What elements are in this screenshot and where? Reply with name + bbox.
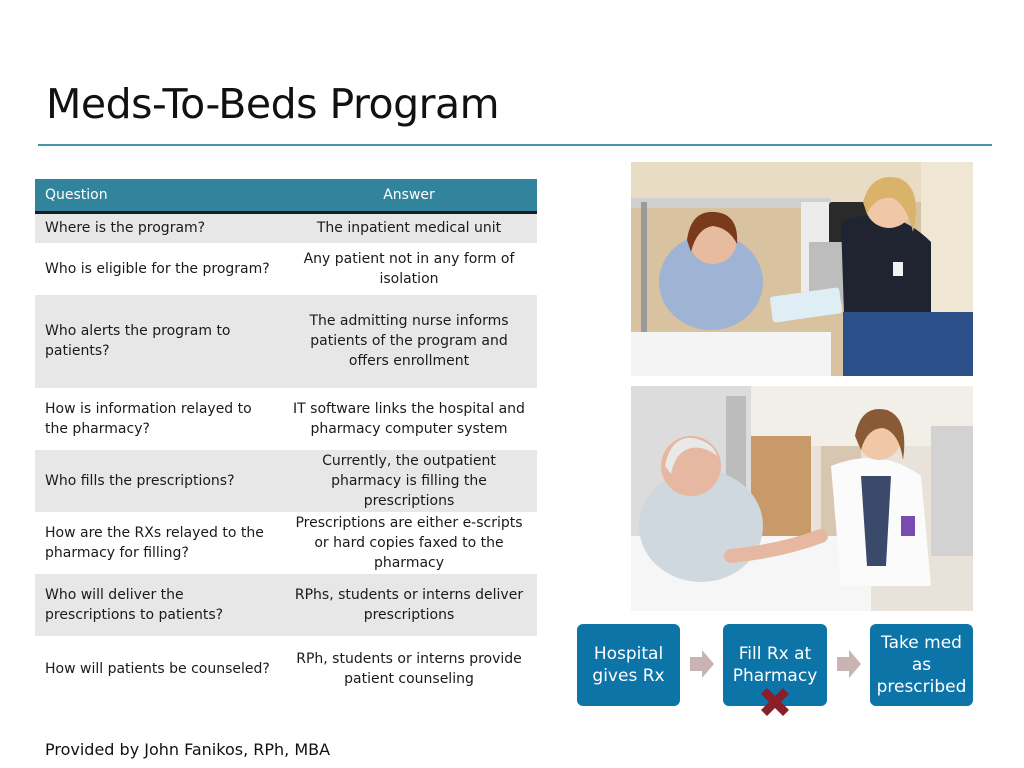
answer-cell: Prescriptions are either e-scripts or hard copies faxed to the pharmacy [295,514,523,571]
flow-arrow-icon [690,650,714,678]
table-row [35,388,537,450]
table-row [35,512,537,574]
table-header-row [35,179,537,213]
photo-pharmacist-with-patient [631,162,973,376]
answer-cell: Any patient not in any form of isolation [303,250,515,287]
question-cell: Who fills the prescriptions? [35,450,281,512]
qa-table [35,179,537,702]
table-row [35,213,537,243]
answer-cell: RPhs, students or interns deliver prescriptions [281,574,537,636]
footer-credit: Provided by John Fanikos, RPh, MBA [45,740,331,759]
answer-cell: RPh, students or interns provide patient counseling [296,650,522,687]
question-cell: How will patients be counseled? [45,660,270,677]
question-cell: How are the RXs relayed to the pharmacy for filling? [45,524,264,561]
question-cell: Who will deliver the prescriptions to patients? [35,574,281,636]
flow-step-take-med: Take med as prescribed [870,624,973,706]
answer-cell: The admitting nurse informs patients of the program and offers enrollment [281,295,537,388]
question-cell: Who alerts the program to patients? [35,295,281,388]
table-row [35,295,537,388]
table-row [35,243,537,295]
question-cell: Where is the program? [35,213,281,243]
header-answer: Answer [281,179,537,213]
question-cell: Who is eligible for the program? [45,260,270,277]
table-row [35,574,537,636]
photo-pharmacist-greeting-patient [631,386,973,611]
answer-cell: IT software links the hospital and pharmacy computer system [293,400,525,437]
cross-icon [757,684,793,720]
flow-arrow-icon [837,650,861,678]
answer-cell: The inpatient medical unit [281,213,537,243]
table-row [35,450,537,512]
question-cell: How is information relayed to the pharmacy? [45,400,252,437]
table-row [35,636,537,702]
slide-title: Meds-To-Beds Program [46,80,500,128]
flow-step-hospital: Hospital gives Rx [577,624,680,706]
answer-cell: Currently, the outpatient pharmacy is filling the prescriptions [281,450,537,512]
flow-step-pharmacy: Fill Rx at Pharmacy [723,624,827,706]
title-divider [38,144,992,146]
header-question: Question [35,179,281,213]
